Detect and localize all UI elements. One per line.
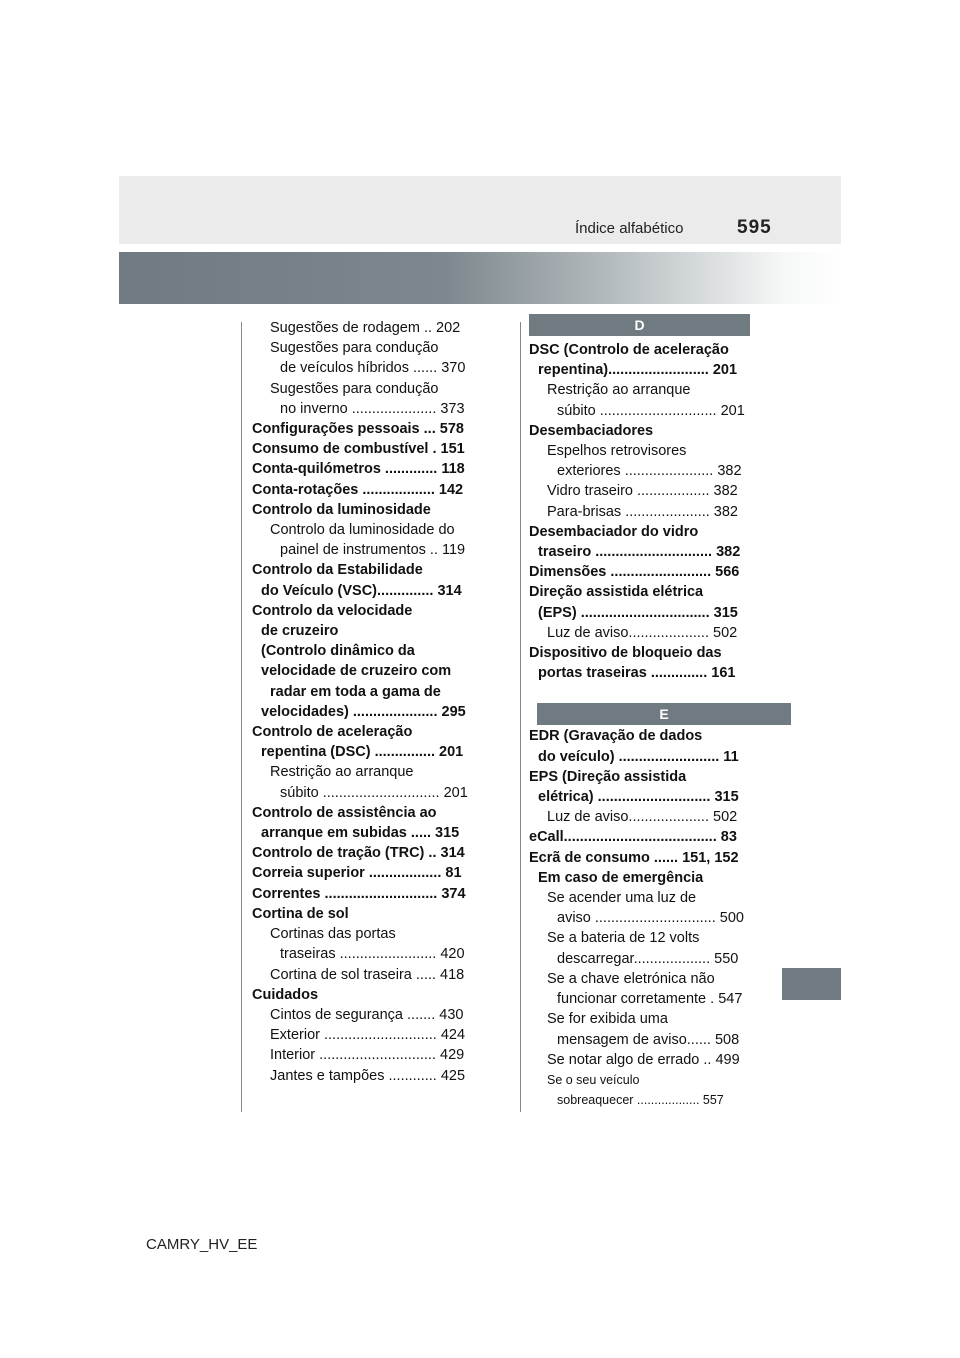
index-entry: elétrica) ............................ 315 [538, 789, 739, 806]
index-entry: Cortinas das portas [270, 926, 396, 943]
index-entry: Exterior ............................ 424 [270, 1027, 466, 1044]
index-entry: repentina)......................... 201 [538, 362, 738, 379]
middle-column-divider [520, 322, 521, 1112]
index-section-d [529, 340, 791, 683]
index-entry: súbito ............................. 201 [280, 784, 468, 801]
index-entry: Conta-rotações .................. 142 [252, 481, 464, 498]
index-entry: Dimensões ......................... 566 [529, 564, 740, 581]
index-section-e [529, 726, 791, 1110]
index-entry: Dispositivo de bloqueio das [529, 645, 722, 662]
index-column-right [529, 314, 791, 1110]
index-entry: Vidro traseiro .................. 382 [547, 483, 738, 500]
index-entry: Cintos de segurança ....... 430 [270, 1006, 464, 1023]
index-entry: Luz de aviso.................... 502 [547, 809, 738, 826]
index-entry: Jantes e tampões ............ 425 [270, 1067, 466, 1084]
index-entry: (Controlo dinâmico da [261, 643, 415, 660]
index-entry: Restrição ao arranque [270, 764, 414, 781]
index-entry: Restrição ao arranque [547, 382, 691, 399]
index-entry: traseiro ............................. 382 [538, 544, 741, 561]
index-entry: de veículos híbridos ...... 370 [280, 360, 466, 377]
index-entry: Correntes ............................ 374 [252, 885, 466, 902]
index-entry: do Veículo (VSC).............. 314 [261, 582, 462, 599]
index-column-left [252, 318, 477, 1086]
index-entry: Cortina de sol [252, 905, 349, 922]
index-entry: Se a bateria de 12 volts [547, 930, 700, 947]
index-entry: Cortina de sol traseira ..... 418 [270, 966, 465, 983]
index-entry: Configurações pessoais ... 578 [252, 421, 464, 438]
index-entry: EDR (Gravação de dados [529, 728, 703, 745]
index-entry: Se for exibida uma [547, 1011, 668, 1028]
index-entry: Direção assistida elétrica [529, 584, 704, 601]
index-entry: Sugestões para condução [270, 340, 439, 357]
index-entry: súbito ............................. 201 [557, 402, 745, 419]
index-entry: Espelhos retrovisores [547, 443, 687, 460]
side-thumb-tab [782, 968, 841, 1000]
index-entry: Consumo de combustível . 151 [252, 441, 465, 458]
index-entry: portas traseiras .............. 161 [538, 665, 736, 682]
header-gradient-bar [119, 252, 841, 304]
index-entry: Controlo de tração (TRC) .. 314 [252, 845, 465, 862]
index-entry: arranque em subidas ..... 315 [261, 825, 460, 842]
index-entry: Controlo de assistência ao [252, 804, 437, 821]
index-entry: de cruzeiro [261, 623, 339, 640]
index-entry: Controlo da luminosidade do [270, 522, 455, 539]
index-entry: Para-brisas ..................... 382 [547, 503, 738, 520]
index-entry: no inverno ..................... 373 [280, 400, 465, 417]
index-entry: exteriores ...................... 382 [557, 463, 742, 480]
index-entry: DSC (Controlo de aceleração [529, 342, 729, 358]
letter-header-d: D [529, 314, 750, 336]
index-entry: velocidade de cruzeiro com [261, 663, 452, 680]
index-entry: Controlo da Estabilidade [252, 562, 423, 579]
index-entry: descarregar................... 550 [557, 950, 739, 967]
letter-header-e: E [537, 703, 791, 725]
index-entry: Controlo da velocidade [252, 602, 413, 619]
footer-code: CAMRY_HV_EE [146, 1236, 258, 1253]
index-entry: Se notar algo de errado .. 499 [547, 1051, 740, 1068]
index-entry: (EPS) ................................ 315 [538, 604, 738, 621]
index-entry: Controlo da luminosidade [252, 501, 431, 518]
index-entry: traseiras ........................ 420 [280, 946, 465, 963]
index-entry: eCall...................................... 83 [529, 829, 737, 846]
index-entry: velocidades) ..................... 295 [261, 703, 466, 720]
section-title: Índice alfabético [575, 220, 684, 237]
index-entry: Em caso de emergência [538, 869, 704, 886]
index-entry: Luz de aviso.................... 502 [547, 624, 738, 641]
index-entry: Correia superior .................. 81 [252, 865, 462, 882]
index-entry: Conta-quilómetros ............. 118 [252, 461, 465, 478]
index-entry: Desembaciador do vidro [529, 523, 699, 540]
index-entry: Ecrã de consumo ...... 151, 152 [529, 849, 739, 866]
left-column-divider [241, 322, 242, 1112]
index-entry: Sugestões de rodagem .. 202 [270, 320, 461, 336]
index-entry: sobreaquecer .................. 557 [557, 1093, 724, 1108]
index-entry: painel de instrumentos .. 119 [280, 542, 466, 559]
index-entry: repentina (DSC) ............... 201 [261, 744, 464, 761]
index-entry: Sugestões para condução [270, 380, 439, 397]
index-entry: mensagem de aviso...... 508 [557, 1031, 740, 1048]
page-number: 595 [737, 217, 772, 238]
header-band [119, 176, 841, 244]
index-entry: Se acender uma luz de [547, 890, 697, 907]
index-entry: Controlo de aceleração [252, 724, 413, 741]
index-entry: Cuidados [252, 986, 319, 1003]
index-entry: EPS (Direção assistida [529, 768, 687, 785]
index-entry: Interior ............................. 429 [270, 1047, 465, 1064]
index-entry: radar em toda a gama de [270, 683, 441, 700]
index-entry: do veículo) ......................... 11 [538, 748, 739, 765]
index-entry: Se a chave eletrónica não [547, 970, 715, 987]
index-entry: Desembaciadores [529, 422, 654, 439]
index-entry: aviso .............................. 500 [557, 910, 744, 927]
index-entry: Se o seu veículo [547, 1072, 640, 1087]
index-entry: funcionar corretamente . 547 [557, 991, 743, 1008]
